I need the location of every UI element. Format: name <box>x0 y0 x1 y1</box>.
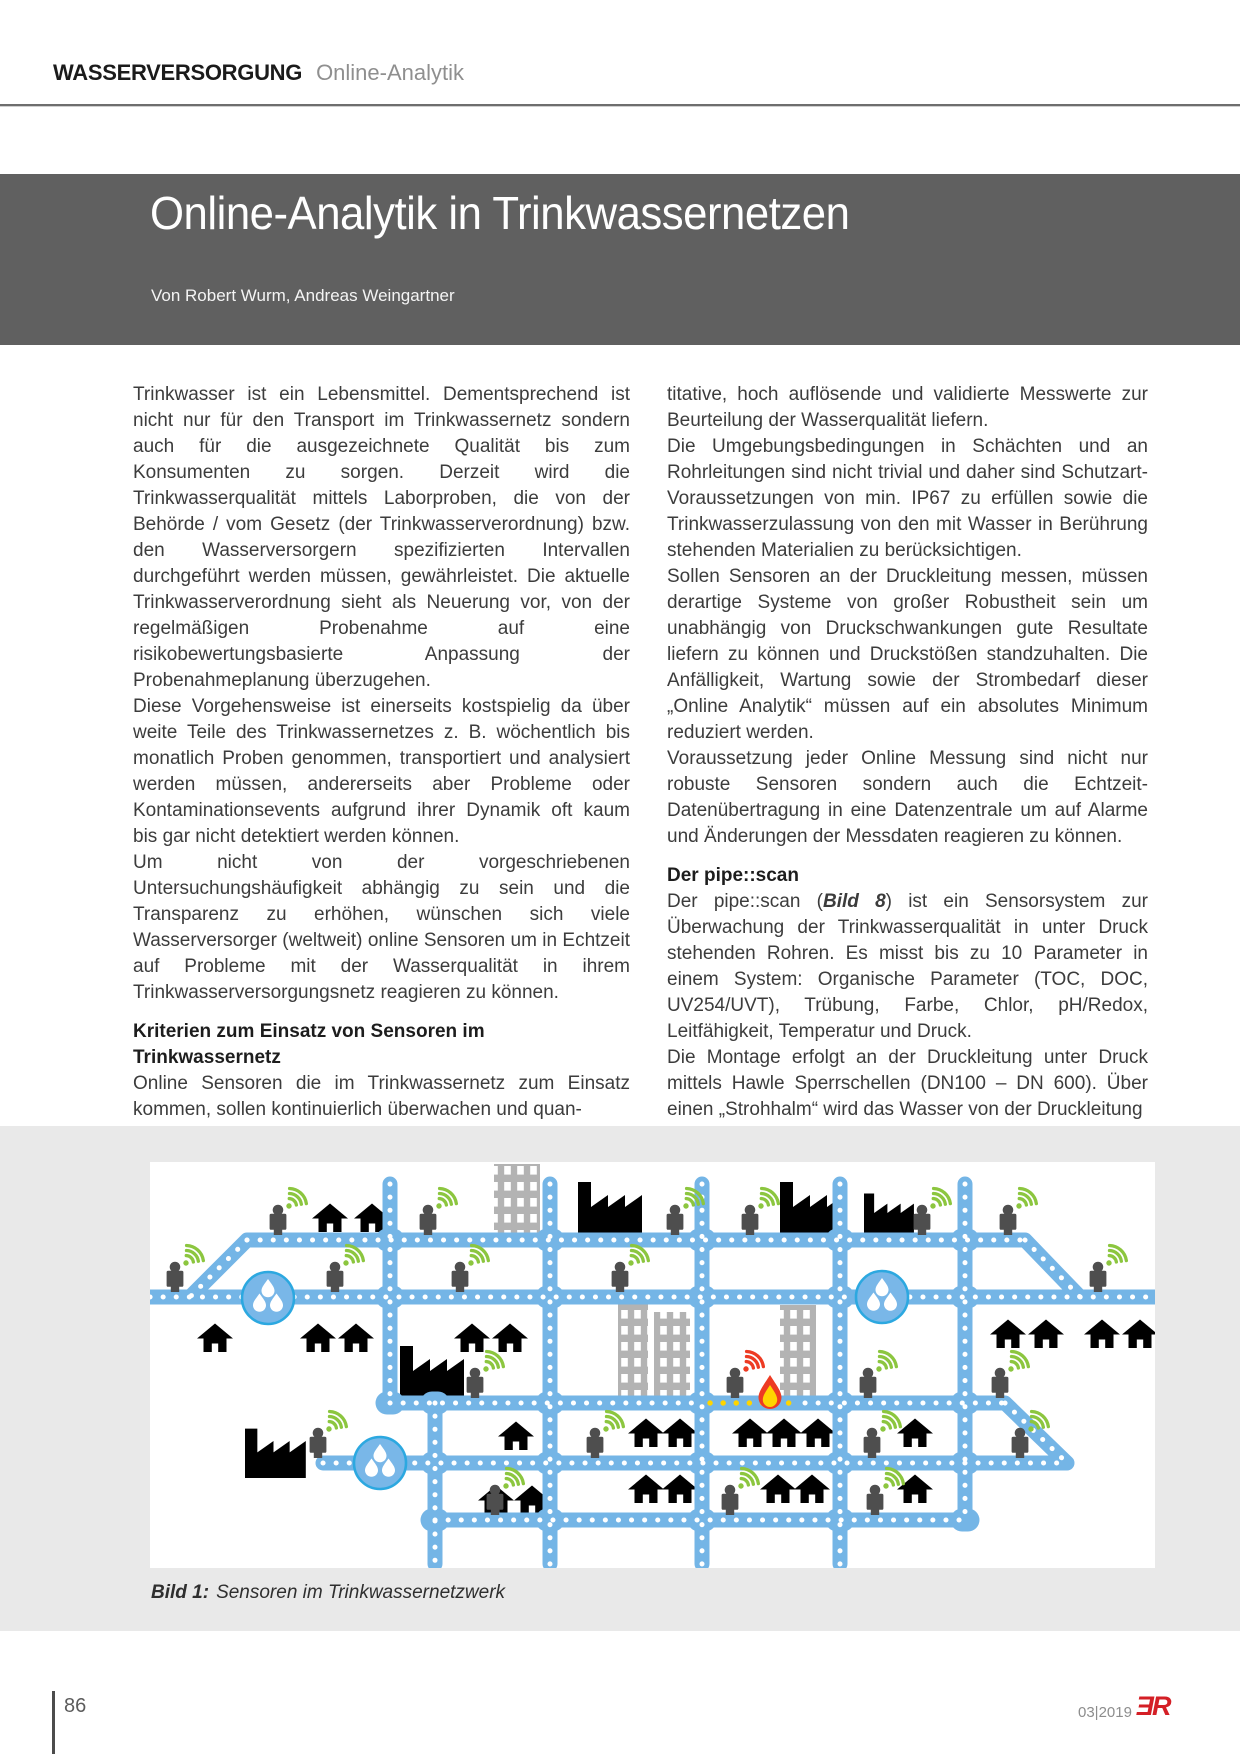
sensor-person-icon <box>722 1465 762 1515</box>
sensor-person-icon <box>452 1242 492 1292</box>
paragraph: titative, hoch auflösende und validierte Messwerte zur Beurteilung der Wasserqualität liefern. <box>667 384 1148 431</box>
highrise-icon <box>618 1303 648 1400</box>
factory-icon <box>245 1429 306 1478</box>
factory-icon <box>578 1182 642 1234</box>
sensor-person-icon <box>587 1408 627 1458</box>
sensor-person-icon <box>420 1185 460 1235</box>
kicker <box>53 60 464 86</box>
alert-sensor-icon <box>727 1348 767 1398</box>
subheading-criteria: Kriterien zum Einsatz von Sensoren im Trinkwassernetz <box>133 1021 485 1068</box>
building-icons <box>494 1164 816 1400</box>
sensor-person-icon <box>310 1408 350 1458</box>
paragraph: Online Sensoren die im Trinkwassernetz zum Einsatz kommen, sollen kontinuierlich überwachen und quan- <box>133 1073 630 1120</box>
factory-icon <box>864 1193 914 1234</box>
figure-reference: Bild 8 <box>823 891 886 912</box>
sensor-person-icon <box>992 1348 1032 1398</box>
water-drop-badge <box>354 1437 406 1489</box>
sensor-person-icon <box>467 1348 507 1398</box>
highrise-icon <box>654 1312 690 1400</box>
factory-icon <box>400 1346 464 1398</box>
header-rule <box>0 104 1240 107</box>
sensor-person-icon <box>914 1185 954 1235</box>
sensor-person-icon <box>327 1242 367 1292</box>
paragraph: Die Umgebungsbedingungen in Schächten und an Rohrleitungen sind nicht trivial und daher sind Schutzart-Voraussetzungen von min. IP67 zu erfüllen sowie die Trinkwasserzulassung von den mit Wasser in Berührung stehenden Materialien zu berücksichtigen. <box>667 436 1148 561</box>
flame-icon <box>759 1375 782 1409</box>
journal-logo: ƎR <box>1136 1691 1170 1721</box>
paragraph: Sollen Sensoren an der Druckleitung messen, müssen derartige Systeme von großer Robustheit sein um unabhängig von Druckschwankungen gute Resultate liefern zu können und Druckstößen standzuhalten. Die Anfälligkeit, Wartung sowie der Strombedarf dieser „Online Analytik“ müssen auf ein absolutes Minimum reduziert werden. <box>667 566 1148 743</box>
water-drop-badge <box>856 1271 908 1323</box>
figure-panel <box>150 1162 1155 1568</box>
title-banner <box>0 174 1240 345</box>
highrise-icon <box>494 1164 540 1234</box>
water-drop-badge <box>242 1272 294 1324</box>
sensor-person-icon <box>1090 1242 1130 1292</box>
paragraph: Voraussetzung jeder Online Messung sind nicht nur robuste Sensoren sondern auch die Echtzeit-Datenübertragung in eine Datenzentrale um auf Alarme und Änderungen der Messdaten reagieren zu können. <box>667 748 1148 847</box>
article-byline: Von Robert Wurm, Andreas Weingartner <box>151 286 455 305</box>
figure-caption <box>151 1582 505 1604</box>
subheading-pipescan: Der pipe::scan <box>667 865 799 886</box>
footer-rule <box>52 1691 55 1754</box>
body-column-right <box>667 382 1148 1123</box>
alert-wifi-icon <box>736 1348 766 1378</box>
text-run: Der pipe::scan ( <box>667 891 823 912</box>
sensor-person-icon <box>270 1185 310 1235</box>
body-column-left <box>133 382 630 1123</box>
sensor-person-icon <box>1000 1185 1040 1235</box>
sensor-person-icon <box>860 1348 900 1398</box>
highrise-icon <box>780 1305 816 1400</box>
sensor-person-icon <box>867 1465 907 1515</box>
figure-caption-label: Bild 1: <box>151 1582 210 1603</box>
figure-illustration <box>150 1162 1155 1568</box>
sensor-person-icon <box>612 1242 652 1292</box>
figure-band <box>0 1126 1240 1631</box>
article-title: Online-Analytik in Trinkwassernetzen <box>150 187 850 239</box>
paragraph: Die Montage erfolgt an der Druckleitung unter Druck mittels Hawle Sperrschellen (DN100 – DN 600). Über einen „Strohhalm“ wird das Wasser von der Druckleitung <box>667 1047 1148 1120</box>
section-label: WASSERVERSORGUNG <box>53 60 303 85</box>
page-number: 86 <box>64 1695 87 1717</box>
sensor-person-icon <box>864 1408 904 1458</box>
paragraph: Trinkwasser ist ein Lebensmittel. Dementsprechend ist nicht nur für den Transport im Trinkwassernetz sondern auch für die ausgezeichnete Qualität bis zum Konsumenten zu sorgen. Derzeit wird die Trinkwasserqualität mittels Laborproben, die von der Behörde / vom Gesetz (der Trinkwasserverordnung) bzw. den Wasserversorgern spezifizierten Intervallen durchgeführt werden müssen, gewährleistet. Die aktuelle Trinkwasserverordnung sieht als Neuerung vor, von der regelmäßigen Probenahme auf eine risikobewertungsbasierte Anpassung der Probenahmeplanung überzugehen. <box>133 384 630 691</box>
sensor-person-icon <box>742 1185 782 1235</box>
paragraph: Diese Vorgehensweise ist einerseits kostspielig da über weite Teile des Trinkwassernetzes z. B. wöchentlich bis monatlich Proben genommen, transportiert und analysiert werden müssen, andererseits aber Probleme oder Kontaminationsevents aufgrund ihrer Dynamik oft kaum bis gar nicht detektiert werden können. <box>133 696 630 847</box>
issue-date: 03|2019 <box>1078 1704 1132 1721</box>
figure-caption-text: Sensoren im Trinkwassernetzwerk <box>216 1582 506 1603</box>
paragraph: Um nicht von der vorgeschriebenen Untersuchungshäufigkeit abhängig zu sein und die Transparenz zu erhöhen, wünschen sich viele Wasserversorger (weltweit) online Sensoren um in Echtzeit auf Probleme mit der Wasserqualität in ihrem Trinkwasserversorgungsnetz reagieren zu können. <box>133 852 630 1003</box>
paragraph <box>667 889 1148 1045</box>
text-run: ) ist ein Sensorsystem zur Überwachung der Trinkwasserqualität in unter Druck stehenden Rohren. Es misst bis zu 10 Parameter in einem System: Organische Parameter (TOC, DOC, UV254/UVT), Trübung, Farbe, Chlor, pH/Redox, Leitfähigkeit, Temperatur und Druck. <box>667 891 1148 1042</box>
section-topic: Online-Analytik <box>316 60 465 85</box>
